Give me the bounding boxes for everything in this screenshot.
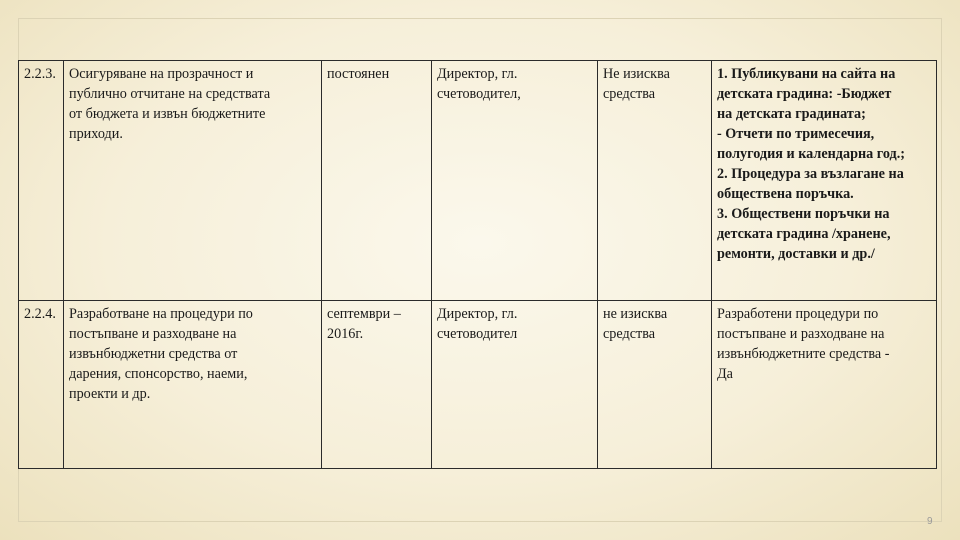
term-text: постоянен xyxy=(327,66,390,82)
activity-text: извънбюджетни средства от xyxy=(69,346,238,362)
activity-text: дарения, спонсорство, наеми, xyxy=(69,366,248,382)
result-text: извънбюджетните средства - xyxy=(717,346,890,362)
term-text: септември – xyxy=(327,306,401,322)
item-number-cell xyxy=(19,301,64,469)
activity-text: приходи. xyxy=(69,126,123,142)
result-text: детската градина: -Бюджет xyxy=(717,86,892,102)
funding-cell xyxy=(598,61,712,301)
funding-text: Не изисква xyxy=(603,66,670,82)
table-row xyxy=(19,301,937,469)
item-number: 2.2.4. xyxy=(24,306,56,322)
activity-cell xyxy=(64,301,322,469)
slide-number: 9 xyxy=(927,516,933,527)
result-text: 1. Публикувани на сайта на xyxy=(717,66,896,82)
result-text: Да xyxy=(717,366,733,382)
activity-text: от бюджета и извън бюджетните xyxy=(69,106,266,122)
term-text: 2016г. xyxy=(327,326,364,342)
responsible-cell xyxy=(432,301,598,469)
funding-text: средства xyxy=(603,86,656,102)
result-cell xyxy=(712,301,937,469)
item-number-cell xyxy=(19,61,64,301)
funding-text: не изисква xyxy=(603,306,668,322)
activity-text: Осигуряване на прозрачност и xyxy=(69,66,254,82)
result-text: постъпване и разходване на xyxy=(717,326,885,342)
activity-text: Разработване на процедури по xyxy=(69,306,253,322)
result-text: детската градина /хранене, xyxy=(717,226,891,242)
result-text: ремонти, доставки и др./ xyxy=(717,246,875,262)
result-text: 2. Процедура за възлагане на xyxy=(717,166,904,182)
result-text: - Отчети по тримесечия, xyxy=(717,126,875,142)
activity-text: публично отчитане на средствата xyxy=(69,86,271,102)
result-text: Разработени процедури по xyxy=(717,306,879,322)
responsible-text: счетоводител xyxy=(437,326,518,342)
responsible-text: Директор, гл. xyxy=(437,306,518,322)
term-cell xyxy=(322,61,432,301)
action-plan-table xyxy=(18,60,937,469)
result-text: на детската градината; xyxy=(717,106,866,122)
result-cell xyxy=(712,61,937,301)
responsible-text: Директор, гл. xyxy=(437,66,518,82)
table-row xyxy=(19,61,937,301)
activity-text: постъпване и разходване на xyxy=(69,326,237,342)
responsible-cell xyxy=(432,61,598,301)
term-cell xyxy=(322,301,432,469)
item-number: 2.2.3. xyxy=(24,66,56,82)
funding-cell xyxy=(598,301,712,469)
result-text: обществена поръчка. xyxy=(717,186,854,202)
activity-cell xyxy=(64,61,322,301)
responsible-text: счетоводител, xyxy=(437,86,521,102)
activity-text: проекти и др. xyxy=(69,386,151,402)
funding-text: средства xyxy=(603,326,656,342)
result-text: полугодия и календарна год.; xyxy=(717,146,906,162)
result-text: 3. Обществени поръчки на xyxy=(717,206,890,222)
